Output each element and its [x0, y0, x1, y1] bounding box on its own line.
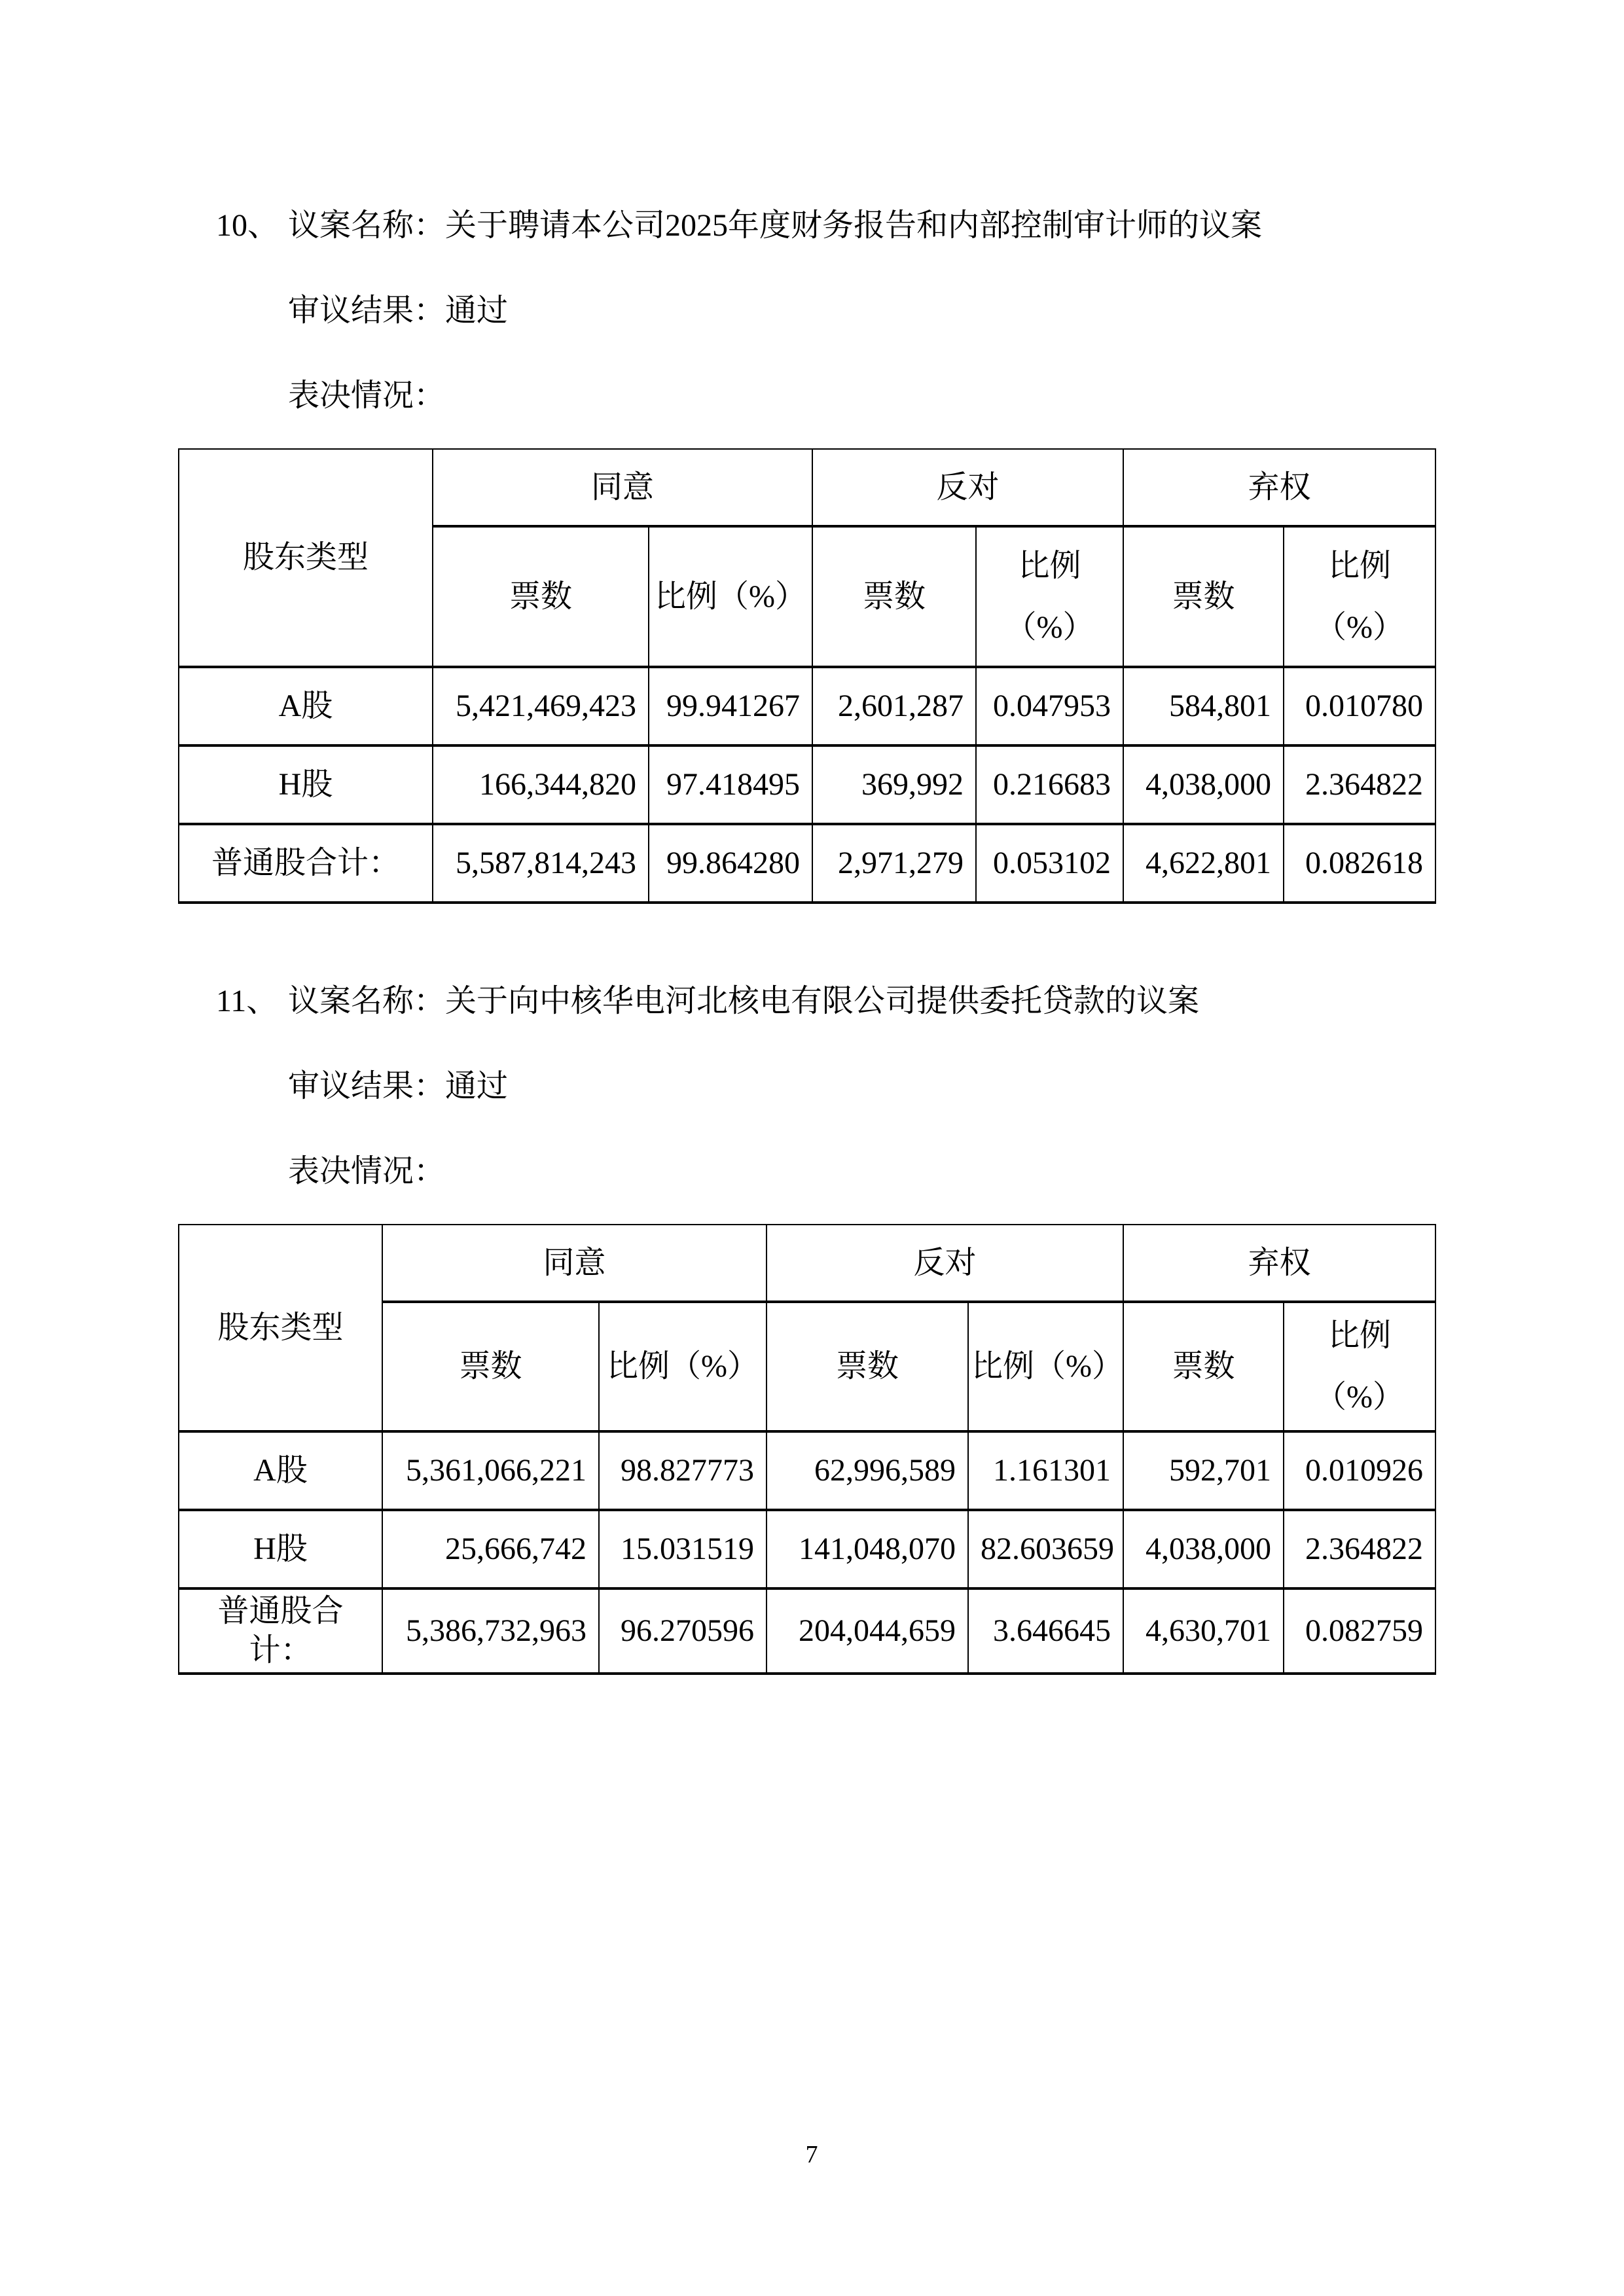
against-ratio: 3.646645 [968, 1588, 1123, 1674]
table-row [179, 1510, 1435, 1588]
abstain-ratio: 2.364822 [1284, 1510, 1435, 1588]
row-type: H股 [179, 745, 433, 824]
vote-table-11 [178, 1224, 1436, 1675]
section-10-title [216, 206, 1262, 245]
against-ratio: 0.053102 [976, 824, 1123, 903]
approve-ratio: 97.418495 [649, 745, 812, 824]
subheader-votes: 票数 [1123, 526, 1284, 667]
approve-ratio: 99.941267 [649, 667, 812, 745]
approve-votes: 25,666,742 [382, 1510, 599, 1588]
table-row [179, 1431, 1435, 1510]
abstain-votes: 584,801 [1123, 667, 1284, 745]
abstain-ratio: 0.082759 [1284, 1588, 1435, 1674]
proposal-title: 关于向中核华电河北核电有限公司提供委托贷款的议案 [445, 984, 1200, 1018]
against-votes: 62,996,589 [767, 1431, 968, 1510]
abstain-votes: 4,622,801 [1123, 824, 1284, 903]
section-10-vote-label: 表决情况： [288, 378, 446, 413]
subheader-ratio: 比例（%） [649, 526, 812, 667]
shareholder-type-header: 股东类型 [179, 1225, 382, 1431]
against-ratio: 0.216683 [976, 745, 1123, 824]
abstain-votes: 4,038,000 [1123, 745, 1284, 824]
approve-votes: 5,386,732,963 [382, 1588, 599, 1674]
group-header-abstain: 弃权 [1123, 449, 1435, 526]
against-votes: 204,044,659 [767, 1588, 968, 1674]
approve-votes: 5,421,469,423 [433, 667, 649, 745]
row-type: H股 [179, 1510, 382, 1588]
table-row-total [179, 824, 1435, 903]
group-header-approve: 同意 [433, 449, 812, 526]
page-number: 7 [805, 2141, 818, 2168]
section-11-result [288, 1067, 508, 1106]
group-header-approve: 同意 [382, 1225, 767, 1302]
result-value: 通过 [445, 1069, 509, 1103]
approve-votes: 166,344,820 [433, 745, 649, 824]
abstain-ratio: 0.082618 [1284, 824, 1435, 903]
against-votes: 369,992 [812, 745, 976, 824]
subheader-ratio: 比例（%） [968, 1302, 1123, 1431]
result-label: 审议结果： [288, 293, 446, 328]
subheader-votes: 票数 [767, 1302, 968, 1431]
abstain-ratio: 0.010780 [1284, 667, 1435, 745]
vote-table-10 [178, 448, 1436, 904]
approve-ratio: 99.864280 [649, 824, 812, 903]
title-label: 议案名称： [288, 208, 446, 243]
section-number: 10、 [216, 208, 280, 243]
subheader-ratio: 比例（%） [1284, 1302, 1435, 1431]
against-votes: 141,048,070 [767, 1510, 968, 1588]
table-row [179, 667, 1435, 745]
shareholder-type-header: 股东类型 [179, 449, 433, 667]
abstain-votes: 4,038,000 [1123, 1510, 1284, 1588]
section-11-vote-label: 表决情况： [288, 1154, 446, 1189]
section-10-result [288, 291, 508, 331]
group-header-against: 反对 [812, 449, 1123, 526]
row-type: A股 [179, 667, 433, 745]
result-label: 审议结果： [288, 1069, 446, 1103]
table-row-total [179, 1588, 1435, 1674]
subheader-ratio: 比例（%） [976, 526, 1123, 667]
row-type: 普通股合计： [179, 824, 433, 903]
against-ratio: 82.603659 [968, 1510, 1123, 1588]
approve-ratio: 96.270596 [599, 1588, 767, 1674]
title-label: 议案名称： [288, 984, 446, 1018]
subheader-votes: 票数 [382, 1302, 599, 1431]
approve-votes: 5,587,814,243 [433, 824, 649, 903]
against-ratio: 1.161301 [968, 1431, 1123, 1510]
table-row [179, 745, 1435, 824]
subheader-votes: 票数 [433, 526, 649, 667]
group-header-against: 反对 [767, 1225, 1123, 1302]
against-ratio: 0.047953 [976, 667, 1123, 745]
row-type: 普通股合计： [179, 1588, 382, 1674]
subheader-votes: 票数 [812, 526, 976, 667]
approve-ratio: 15.031519 [599, 1510, 767, 1588]
row-type: A股 [179, 1431, 382, 1510]
result-value: 通过 [445, 293, 509, 328]
against-votes: 2,601,287 [812, 667, 976, 745]
approve-ratio: 98.827773 [599, 1431, 767, 1510]
subheader-ratio: 比例（%） [1284, 526, 1435, 667]
section-11-title [216, 982, 1199, 1021]
abstain-votes: 592,701 [1123, 1431, 1284, 1510]
proposal-title: 关于聘请本公司2025年度财务报告和内部控制审计师的议案 [445, 208, 1263, 243]
subheader-ratio: 比例（%） [599, 1302, 767, 1431]
abstain-ratio: 2.364822 [1284, 745, 1435, 824]
abstain-votes: 4,630,701 [1123, 1588, 1284, 1674]
abstain-ratio: 0.010926 [1284, 1431, 1435, 1510]
against-votes: 2,971,279 [812, 824, 976, 903]
section-number: 11、 [216, 984, 278, 1018]
group-header-abstain: 弃权 [1123, 1225, 1435, 1302]
subheader-votes: 票数 [1123, 1302, 1284, 1431]
approve-votes: 5,361,066,221 [382, 1431, 599, 1510]
